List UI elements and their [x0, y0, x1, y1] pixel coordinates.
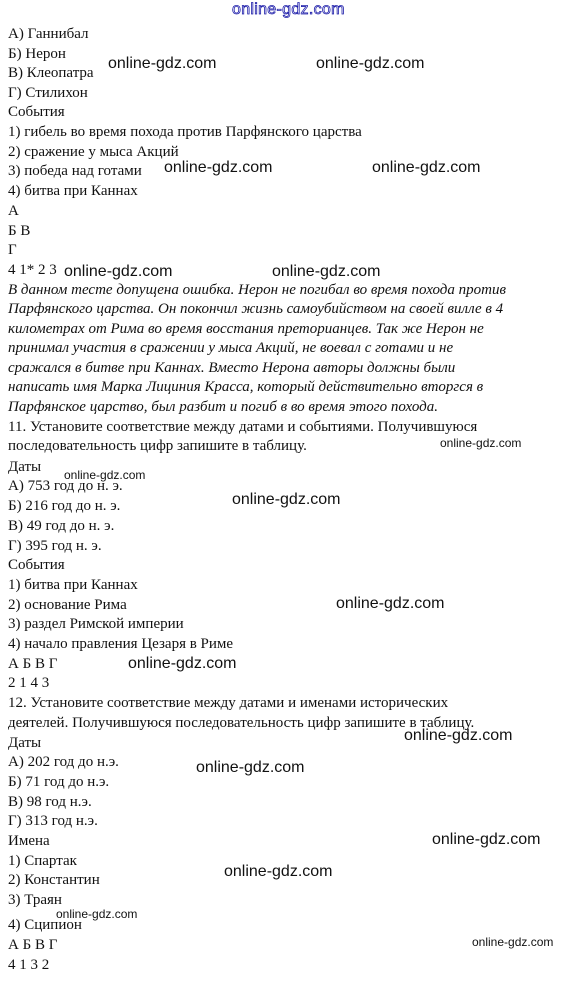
watermark: online-gdz.com — [128, 655, 237, 672]
date-item-b: Б) 71 год до н.э. — [8, 774, 110, 790]
table-header: А Б В Г — [8, 937, 58, 953]
note-line: принимал участия в сражении у мыса Акций, не воевал с готами и не — [8, 340, 454, 356]
answer-option-a: А) Ганнибал — [8, 26, 89, 42]
watermark: online-gdz.com — [64, 468, 146, 482]
event-item-1: 1) гибель во время похода против Парфянского царства — [8, 124, 362, 140]
name-item-4: 4) Сципион — [8, 917, 82, 933]
header-watermark: online-gdz.com — [232, 1, 345, 18]
question-12-text: 12. Установите соответствие между датами и именами исторических — [8, 695, 449, 711]
section-heading-dates: Даты — [8, 735, 42, 751]
answer-option-d: Г) Стилихон — [8, 85, 88, 101]
event-item-3: 3) победа над готами — [8, 163, 142, 179]
watermark: online-gdz.com — [372, 159, 481, 176]
name-item-2: 2) Константин — [8, 872, 100, 888]
watermark: online-gdz.com — [232, 491, 341, 508]
watermark: online-gdz.com — [336, 595, 445, 612]
watermark: online-gdz.com — [404, 727, 513, 744]
name-item-3: 3) Траян — [8, 892, 62, 908]
note-line: сражался в битве при Каннах. Вместо Нерона авторы должны были — [8, 360, 456, 376]
table-header-g: Г — [8, 242, 17, 258]
answer-sequence: 4 1* 2 3 — [8, 262, 57, 278]
event-item-4: 4) начало правления Цезаря в Риме — [8, 636, 234, 652]
watermark: online-gdz.com — [196, 759, 305, 776]
answer-option-b: Б) Нерон — [8, 46, 66, 62]
date-item-c: В) 49 год до н. э. — [8, 518, 115, 534]
watermark: online-gdz.com — [316, 55, 425, 72]
name-item-1: 1) Спартак — [8, 853, 77, 869]
section-heading-names: Имена — [8, 833, 50, 849]
note-line: Парфянское царство, был разбит и погиб в во время этого похода. — [8, 399, 438, 415]
section-heading-events: События — [8, 104, 65, 120]
event-item-2: 2) основание Рима — [8, 597, 127, 613]
watermark: online-gdz.com — [440, 436, 522, 450]
note-line: километрах от Рима во время восстания преторианцев. Так же Нерон не — [8, 321, 484, 337]
date-item-b: Б) 216 год до н. э. — [8, 498, 121, 514]
event-item-2: 2) сражение у мыса Акций — [8, 144, 179, 160]
watermark: online-gdz.com — [224, 863, 333, 880]
question-11-text: последовательность цифр запишите в таблицу. — [8, 438, 307, 454]
watermark: online-gdz.com — [472, 935, 554, 949]
answer-option-c: В) Клеопатра — [8, 65, 94, 81]
event-item-3: 3) раздел Римской империи — [8, 616, 184, 632]
question-11-text: 11. Установите соответствие между датами и событиями. Получившуюся — [8, 419, 478, 435]
watermark: online-gdz.com — [272, 263, 381, 280]
note-line: написать имя Марка Лициния Красса, который действительно вторгся в — [8, 379, 484, 395]
section-heading-events: События — [8, 557, 65, 573]
watermark: online-gdz.com — [432, 831, 541, 848]
event-item-4: 4) битва при Каннах — [8, 183, 138, 199]
date-item-d: Г) 395 год н. э. — [8, 538, 102, 554]
section-heading-dates: Даты — [8, 459, 42, 475]
note-line: В данном тесте допущена ошибка. Нерон не погибал во время похода против — [8, 282, 506, 298]
answer-sequence: 2 1 4 3 — [8, 675, 50, 691]
watermark: online-gdz.com — [56, 907, 138, 921]
table-header-bv: Б В — [8, 223, 31, 239]
date-item-a: А) 753 год до н. э. — [8, 478, 123, 494]
watermark: online-gdz.com — [164, 159, 273, 176]
event-item-1: 1) битва при Каннах — [8, 577, 138, 593]
date-item-c: В) 98 год н.э. — [8, 794, 92, 810]
question-12-text: деятелей. Получившуюся последовательность цифр запишите в таблицу. — [8, 715, 475, 731]
watermark: online-gdz.com — [64, 263, 173, 280]
date-item-d: Г) 313 год н.э. — [8, 813, 98, 829]
watermark: online-gdz.com — [108, 55, 217, 72]
table-header-a: А — [8, 203, 19, 219]
table-header: А Б В Г — [8, 656, 58, 672]
note-line: Парфянского царства. Он покончил жизнь самоубийством на своей вилле в 4 — [8, 301, 504, 317]
date-item-a: А) 202 год до н.э. — [8, 754, 119, 770]
answer-sequence: 4 1 3 2 — [8, 957, 50, 973]
